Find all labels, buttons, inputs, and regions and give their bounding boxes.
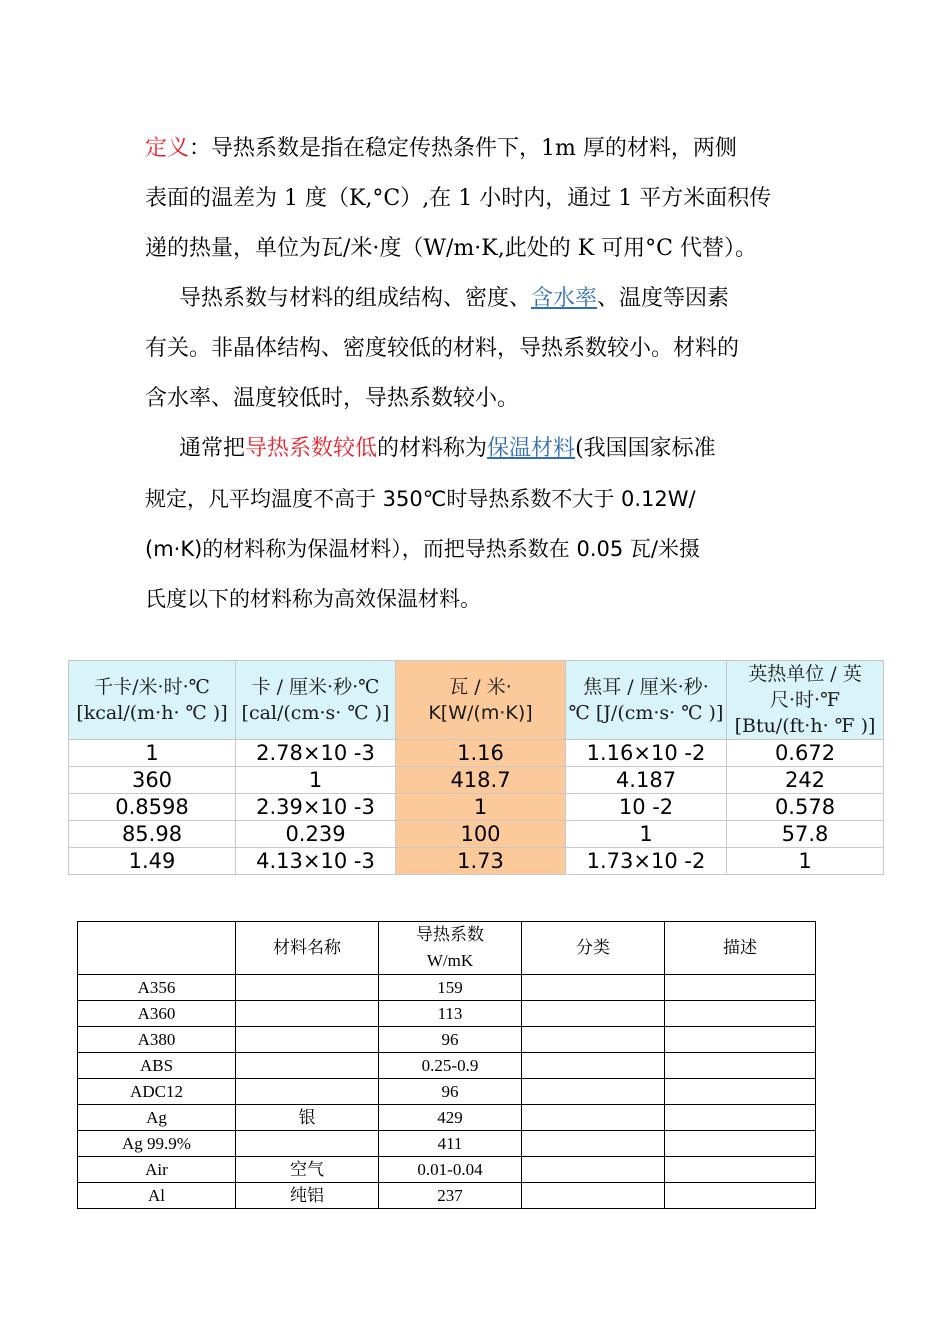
- cell: [665, 1053, 816, 1079]
- cell: 85.98: [69, 821, 236, 848]
- cell: 360: [69, 767, 236, 794]
- cell: 4.187: [566, 767, 727, 794]
- cell: Air: [78, 1157, 236, 1183]
- unit-conversion-table: [68, 660, 884, 875]
- cell: 0.8598: [69, 794, 236, 821]
- factors-text-b: 、温度等因素: [597, 286, 730, 311]
- definition-label: 定义: [145, 136, 190, 161]
- cell: [236, 1079, 379, 1105]
- cell: A360: [78, 1001, 236, 1027]
- cell: [522, 1105, 665, 1131]
- header-btu: 英热单位 / 英 尺·时·℉ [Btu/(ft·h· ℉ )]: [727, 661, 884, 740]
- insulation-text-a: 通常把: [179, 436, 246, 461]
- table-row: [78, 1131, 816, 1157]
- cell: [665, 1001, 816, 1027]
- header-kcal: 千卡/米·时·℃ [kcal/(m·h· ℃ )]: [69, 661, 236, 740]
- cell: [665, 1027, 816, 1053]
- definition-line-1: [145, 124, 810, 174]
- cell: 418.7: [396, 767, 566, 794]
- definition-paragraph: [145, 124, 810, 274]
- cell: [522, 1131, 665, 1157]
- cell: 10 -2: [566, 794, 727, 821]
- table-row: [78, 1105, 816, 1131]
- cell: 57.8: [727, 821, 884, 848]
- insulation-line-1: [145, 424, 810, 474]
- cell: 1: [566, 821, 727, 848]
- insulation-paragraph: [145, 424, 810, 624]
- cell: [522, 1001, 665, 1027]
- header-joule: 焦耳 / 厘米·秒· ℃ [J/(cm·s· ℃ )]: [566, 661, 727, 740]
- cell: 1.16×10 -2: [566, 740, 727, 767]
- cell: 411: [379, 1131, 522, 1157]
- conversion-row: [69, 767, 884, 794]
- cell: 0.578: [727, 794, 884, 821]
- cell: 237: [379, 1183, 522, 1209]
- cell: 1: [236, 767, 396, 794]
- cell: 纯铝: [236, 1183, 379, 1209]
- cell: 2.78×10 -3: [236, 740, 396, 767]
- cell: ADC12: [78, 1079, 236, 1105]
- cell: [665, 1157, 816, 1183]
- cell: 96: [379, 1027, 522, 1053]
- header-conductivity: 导热系数 W/mK: [379, 922, 522, 975]
- factors-text-a: 导热系数与材料的组成结构、密度、: [179, 286, 532, 311]
- table-row: [78, 1079, 816, 1105]
- cell: 1: [69, 740, 236, 767]
- cell: [522, 1157, 665, 1183]
- cell: A380: [78, 1027, 236, 1053]
- factors-line-1: [145, 274, 810, 324]
- cell: 银: [236, 1105, 379, 1131]
- factors-line-3: 含水率、温度较低时，导热系数较小。: [145, 386, 520, 411]
- factors-paragraph: [145, 274, 810, 424]
- cell: [665, 1131, 816, 1157]
- cell: Ag 99.9%: [78, 1131, 236, 1157]
- definition-line-3: 递的热量，单位为瓦/米·度（W/m·K,此处的 K 可用°C 代替）。: [145, 236, 757, 261]
- cell: Ag: [78, 1105, 236, 1131]
- cell: 0.239: [236, 821, 396, 848]
- header-watt: 瓦 / 米· K[W/(m·K)]: [396, 661, 566, 740]
- table-row: [78, 1157, 816, 1183]
- cell: [665, 1105, 816, 1131]
- header-description: 描述: [665, 922, 816, 975]
- cell: 159: [379, 975, 522, 1001]
- cell: 空气: [236, 1157, 379, 1183]
- cell: 2.39×10 -3: [236, 794, 396, 821]
- cell: 242: [727, 767, 884, 794]
- cell: 4.13×10 -3: [236, 848, 396, 875]
- insulation-line-4: 氏度以下的材料称为高效保温材料。: [145, 587, 481, 611]
- insulation-line-3: (m·K)的材料称为保温材料），而把导热系数在 0.05 瓦/米摄: [145, 537, 700, 561]
- insulation-text-c: (我国国家标准: [575, 436, 716, 461]
- cell: [522, 1183, 665, 1209]
- cell: [522, 975, 665, 1001]
- cell: 1.73: [396, 848, 566, 875]
- cell: 1: [396, 794, 566, 821]
- header-category: 分类: [522, 922, 665, 975]
- low-conductivity-text: 导热系数较低: [245, 436, 378, 461]
- insulation-material-link[interactable]: 保温材料: [487, 436, 576, 461]
- cell: [236, 1001, 379, 1027]
- cell: 0.25-0.9: [379, 1053, 522, 1079]
- conversion-row: [69, 794, 884, 821]
- table-row: [78, 1183, 816, 1209]
- header-blank: [78, 922, 236, 975]
- materials-header-row: [78, 922, 816, 975]
- cell: A356: [78, 975, 236, 1001]
- cell: [665, 1079, 816, 1105]
- conversion-row: [69, 821, 884, 848]
- insulation-text-b: 的材料称为: [377, 436, 488, 461]
- cell: 1: [727, 848, 884, 875]
- table-row: [78, 1001, 816, 1027]
- cell: 1.49: [69, 848, 236, 875]
- cell: [236, 1053, 379, 1079]
- cell: [522, 1079, 665, 1105]
- cell: [236, 1027, 379, 1053]
- cell: 1.16: [396, 740, 566, 767]
- insulation-line-2: 规定，凡平均温度不高于 350℃时导热系数不大于 0.12W/: [145, 487, 696, 511]
- definition-line-2: 表面的温差为 1 度（K,°C）,在 1 小时内，通过 1 平方米面积传: [145, 186, 772, 211]
- cell: 429: [379, 1105, 522, 1131]
- definition-text: ：导热系数是指在稳定传热条件下，1m 厚的材料，两侧: [189, 136, 737, 161]
- table-row: [78, 975, 816, 1001]
- cell: [522, 1027, 665, 1053]
- header-cal: 卡 / 厘米·秒·℃ [cal/(cm·s· ℃ )]: [236, 661, 396, 740]
- cell: [236, 975, 379, 1001]
- materials-table: [77, 921, 816, 1209]
- cell: [522, 1053, 665, 1079]
- moisture-content-link[interactable]: 含水率: [531, 286, 598, 311]
- cell: ABS: [78, 1053, 236, 1079]
- cell: [665, 1183, 816, 1209]
- factors-line-2: 有关。非晶体结构、密度较低的材料，导热系数较小。材料的: [145, 336, 740, 361]
- cell: [665, 975, 816, 1001]
- cell: 1.73×10 -2: [566, 848, 727, 875]
- table-row: [78, 1027, 816, 1053]
- cell: 0.672: [727, 740, 884, 767]
- cell: Al: [78, 1183, 236, 1209]
- header-material-name: 材料名称: [236, 922, 379, 975]
- cell: 113: [379, 1001, 522, 1027]
- cell: [236, 1131, 379, 1157]
- conversion-row: [69, 740, 884, 767]
- cell: 96: [379, 1079, 522, 1105]
- cell: 100: [396, 821, 566, 848]
- cell: 0.01-0.04: [379, 1157, 522, 1183]
- table-row: [78, 1053, 816, 1079]
- conversion-header-row: [69, 661, 884, 740]
- conversion-row: [69, 848, 884, 875]
